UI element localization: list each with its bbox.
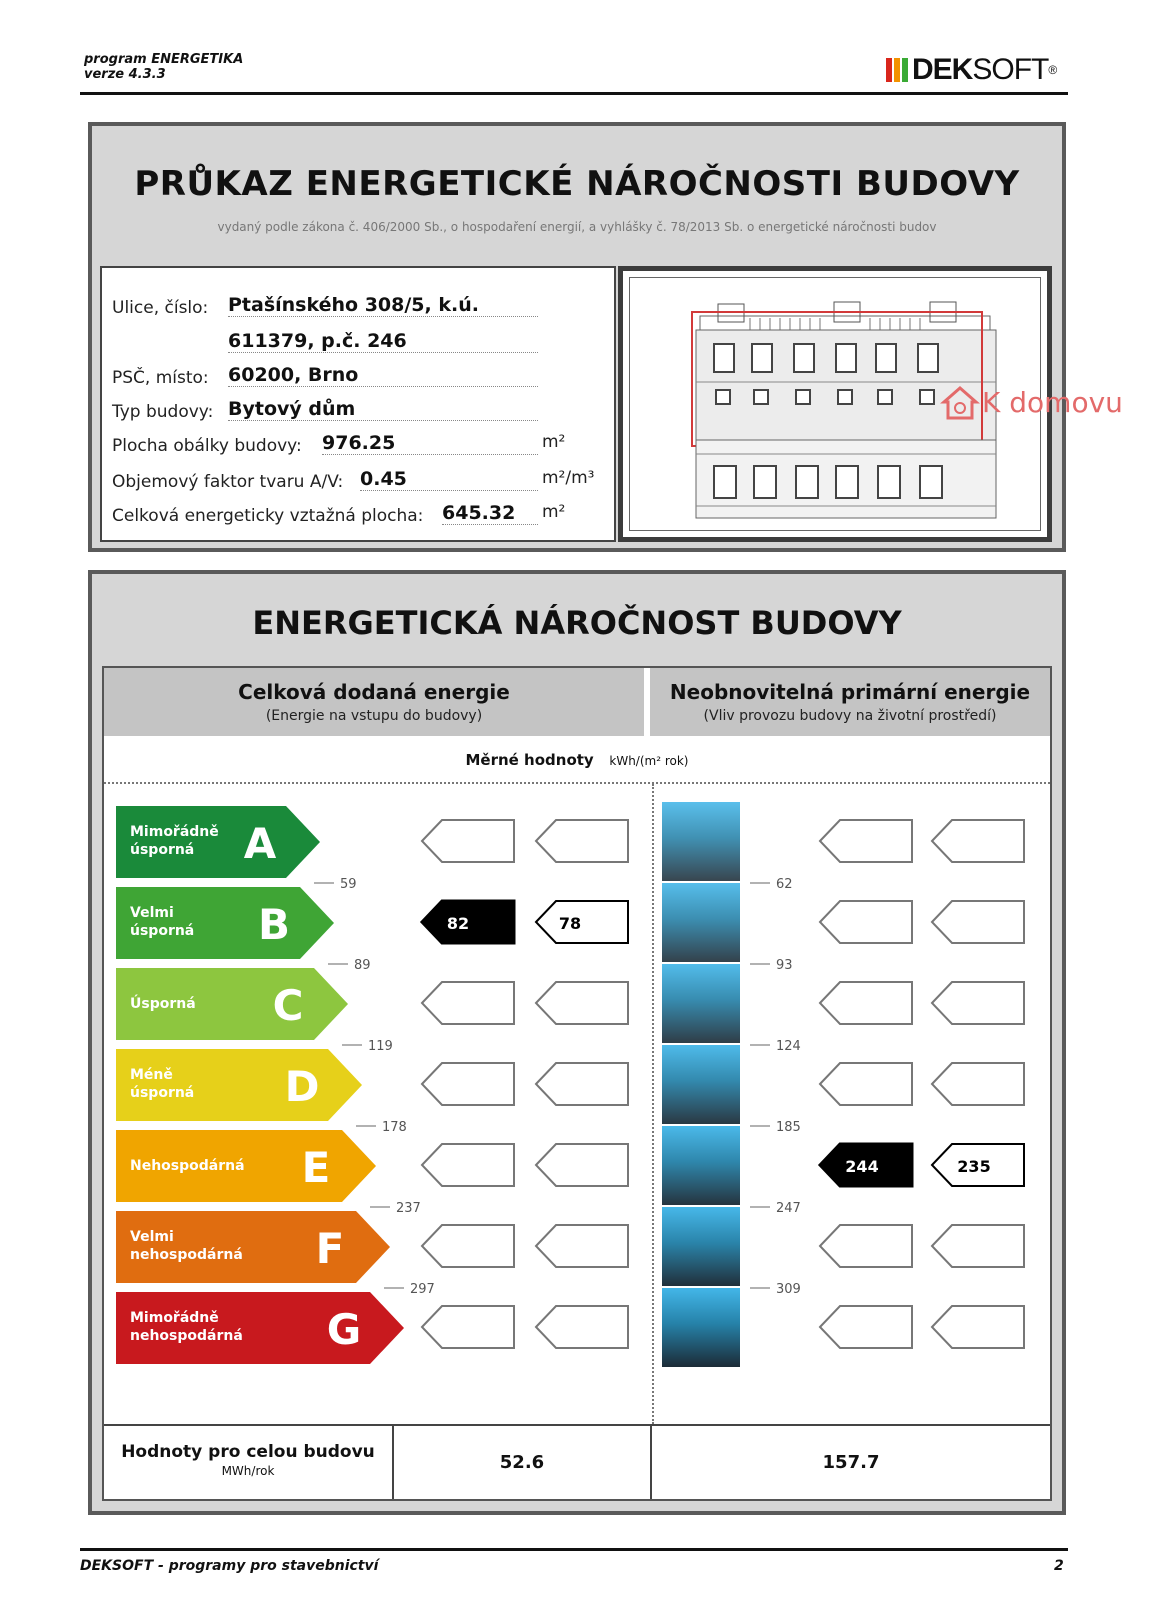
- primary-threshold-1: 93: [776, 958, 793, 973]
- watermark-text: K domovu: [982, 386, 1123, 419]
- primary-threshold-3: 185: [776, 1120, 801, 1135]
- delivered-value-2: 78: [558, 914, 582, 933]
- type-label: Typ budovy:: [112, 402, 214, 422]
- energy-class-label-a: Mimořádně: [130, 824, 219, 840]
- energy-class-letter-a: A: [243, 819, 277, 868]
- energy-class-letter-e: E: [301, 1143, 331, 1192]
- ref-area-label: Celková energeticky vztažná plocha:: [112, 506, 424, 526]
- type-value: Bytový dům: [228, 398, 538, 421]
- energy-scale-panel: [102, 666, 1052, 1501]
- energy-class-label-b: Velmi: [130, 905, 174, 921]
- left-column-title: Celková dodaná energie: [238, 680, 510, 704]
- primary-indicator-1-f: [820, 1225, 912, 1267]
- logo-bars-icon: [886, 58, 910, 82]
- primary-indicator-2-f: [932, 1225, 1024, 1267]
- primary-indicator-2-g: [932, 1306, 1024, 1348]
- delivered-indicator-2-c: [536, 982, 628, 1024]
- footer-rule: [80, 1548, 1068, 1551]
- area-unit: m²: [542, 432, 566, 452]
- delivered-indicator-1-f: [422, 1225, 514, 1267]
- ref-area-unit: m²: [542, 502, 566, 522]
- primary-threshold-2: 124: [776, 1039, 801, 1054]
- total-primary-energy: 157.7: [822, 1452, 880, 1473]
- primary-scale-segment-a: [662, 802, 740, 881]
- delivered-indicator-2-f: [536, 1225, 628, 1267]
- energy-class-label-c: Úsporná: [130, 996, 196, 1012]
- right-column-subtitle: (Vliv provozu budovy na životní prostředí): [703, 708, 997, 724]
- delivered-indicator-1-c: [422, 982, 514, 1024]
- total-unit: MWh/rok: [221, 1464, 275, 1478]
- energy-class-letter-f: F: [315, 1224, 345, 1273]
- certificate-subtitle: vydaný podle zákona č. 406/2000 Sb., o hospodaření energií, a vyhlášky č. 78/2013 Sb. o energetické náročnosti budov: [217, 220, 937, 234]
- performance-title: ENERGETICKÁ NÁROČNOST BUDOVY: [252, 604, 902, 642]
- delivered-indicator-1-g: [422, 1306, 514, 1348]
- primary-indicator-1-d: [820, 1063, 912, 1105]
- energy-class-letter-g: G: [326, 1305, 362, 1354]
- primary-indicator-2-c: [932, 982, 1024, 1024]
- energy-performance-box: [88, 570, 1066, 1515]
- energy-class-letter-c: C: [272, 981, 304, 1030]
- footer-text: DEKSOFT - programy pro stavebnictví: [80, 1558, 379, 1574]
- factor-value: 0.45: [360, 468, 538, 491]
- delivered-indicator-1-a: [422, 820, 514, 862]
- program-info: [84, 52, 243, 82]
- delivered-indicator-2-d: [536, 1063, 628, 1105]
- delivered-indicator-1-d: [422, 1063, 514, 1105]
- energy-class-label2-f: nehospodárná: [130, 1247, 243, 1263]
- delivered-threshold-2: 119: [368, 1039, 393, 1054]
- certificate-header-box: [88, 122, 1066, 552]
- program-name: program ENERGETIKA: [84, 52, 244, 67]
- delivered-threshold-5: 297: [410, 1282, 435, 1297]
- delivered-threshold-4: 237: [396, 1201, 421, 1216]
- energy-scale-svg: [104, 668, 1050, 1424]
- energy-class-letter-d: D: [284, 1062, 320, 1111]
- energy-class-label2-g: nehospodárná: [130, 1328, 243, 1344]
- psc-value: 60200, Brno: [228, 364, 538, 387]
- delivered-indicator-1-e: [422, 1144, 514, 1186]
- energy-class-label2-d: úsporná: [130, 1085, 195, 1101]
- street-value-1: Ptašínského 308/5, k.ú.: [228, 294, 538, 317]
- header-rule: [80, 92, 1068, 95]
- energy-classes-layer: [104, 668, 1050, 1424]
- street-label: Ulice, číslo:: [112, 298, 209, 318]
- primary-scale-segment-e: [662, 1126, 740, 1205]
- psc-label: PSČ, místo:: [112, 368, 209, 388]
- primary-scale-segment-g: [662, 1288, 740, 1367]
- area-label: Plocha obálky budovy:: [112, 436, 302, 456]
- left-column-subtitle: (Energie na vstupu do budovy): [265, 708, 483, 724]
- primary-indicator-1-g: [820, 1306, 912, 1348]
- primary-value-1: 244: [845, 1157, 879, 1176]
- energy-class-label-d: Méně: [130, 1067, 173, 1083]
- page-number: 2: [1054, 1558, 1064, 1574]
- energy-class-label2-a: úsporná: [130, 842, 195, 858]
- primary-threshold-0: 62: [776, 877, 793, 892]
- primary-threshold-4: 247: [776, 1201, 801, 1216]
- energy-class-label-g: Mimořádně: [130, 1310, 219, 1326]
- delivered-threshold-0: 59: [340, 877, 357, 892]
- energy-class-letter-b: B: [257, 900, 291, 949]
- factor-unit: m²/m³: [542, 468, 595, 488]
- specific-values-label: Měrné hodnoty: [465, 751, 594, 769]
- building-info-panel: [100, 266, 616, 542]
- logo-text: DEKSOFT®: [912, 53, 1057, 86]
- primary-scale-segment-b: [662, 883, 740, 962]
- energy-class-label-e: Nehospodárná: [130, 1158, 245, 1174]
- delivered-indicator-2-a: [536, 820, 628, 862]
- total-label: Hodnoty pro celou budovu: [121, 1442, 375, 1462]
- primary-scale-segment-f: [662, 1207, 740, 1286]
- watermark: [940, 384, 1123, 424]
- primary-threshold-5: 309: [776, 1282, 801, 1297]
- primary-indicator-2-a: [932, 820, 1024, 862]
- total-values-row: [104, 1424, 1050, 1499]
- primary-scale-segment-c: [662, 964, 740, 1043]
- energy-class-label2-b: úsporná: [130, 923, 195, 939]
- delivered-indicator-2-e: [536, 1144, 628, 1186]
- deksoft-logo: [886, 52, 1056, 88]
- delivered-threshold-1: 89: [354, 958, 371, 973]
- total-delivered-energy: 52.6: [394, 1426, 652, 1499]
- house-icon: [940, 384, 980, 424]
- program-version: verze 4.3.3: [84, 67, 166, 82]
- right-column-title: Neobnovitelná primární energie: [669, 680, 1031, 704]
- primary-indicator-1-b: [820, 901, 912, 943]
- delivered-value-1: 82: [446, 914, 470, 933]
- delivered-indicator-2-b: [536, 901, 628, 943]
- primary-indicator-2-b: [932, 901, 1024, 943]
- primary-indicator-2-d: [932, 1063, 1024, 1105]
- primary-value-2: 235: [957, 1157, 991, 1176]
- primary-indicator-1-a: [820, 820, 912, 862]
- primary-indicator-1-c: [820, 982, 912, 1024]
- area-value: 976.25: [322, 432, 538, 455]
- specific-values-unit: kWh/(m² rok): [609, 754, 689, 768]
- street-value-2: 611379, p.č. 246: [228, 330, 538, 353]
- certificate-title: PRŮKAZ ENERGETICKÉ NÁROČNOSTI BUDOVY: [134, 164, 1020, 204]
- factor-label: Objemový faktor tvaru A/V:: [112, 472, 344, 492]
- total-label-cell: [104, 1426, 394, 1499]
- delivered-threshold-3: 178: [382, 1120, 407, 1135]
- delivered-indicator-2-g: [536, 1306, 628, 1348]
- primary-scale-segment-d: [662, 1045, 740, 1124]
- energy-class-label-f: Velmi: [130, 1229, 174, 1245]
- ref-area-value: 645.32: [442, 502, 538, 525]
